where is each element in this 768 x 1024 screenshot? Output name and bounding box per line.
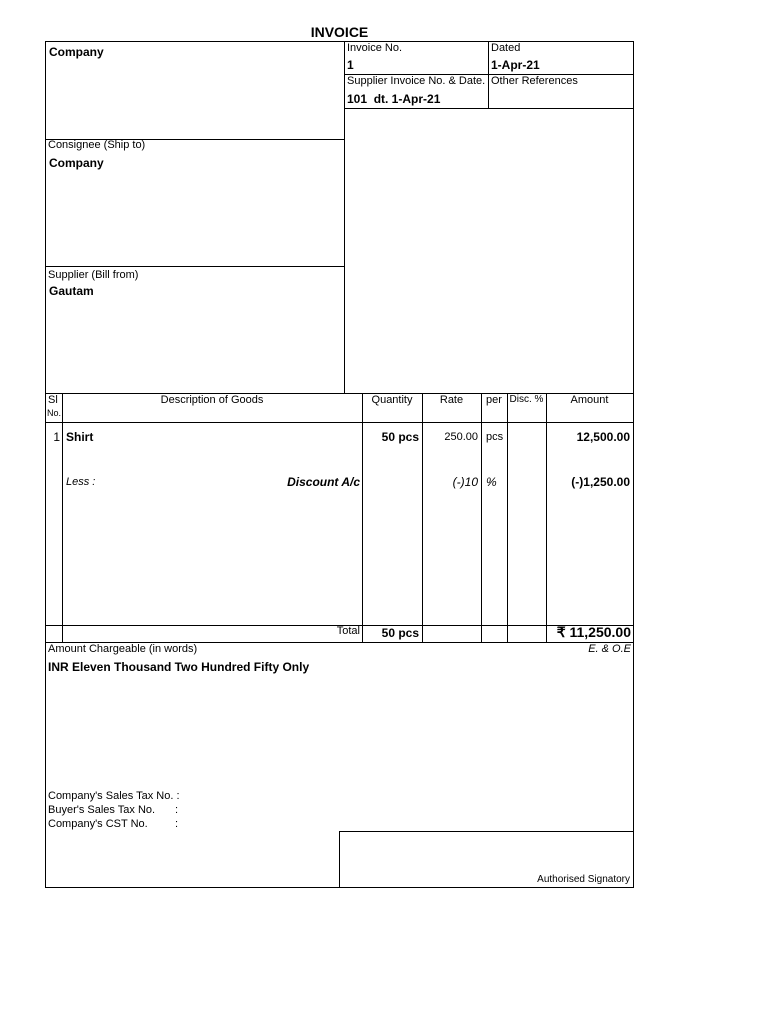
header-divider	[344, 41, 345, 393]
item-description: Shirt	[66, 430, 94, 444]
buyer-sales-tax-colon: :	[175, 804, 179, 816]
header-si: Sl	[48, 394, 58, 406]
col-line-si	[62, 393, 63, 642]
supplier-invoice-value: 101 dt. 1-Apr-21	[347, 92, 441, 106]
meta-bottom-line	[344, 108, 634, 109]
header-description: Description of Goods	[160, 394, 264, 406]
col-line-rate	[481, 393, 482, 642]
total-label: Total	[336, 625, 360, 637]
header-quantity: Quantity	[371, 394, 413, 406]
company-cst-colon: :	[175, 818, 179, 830]
consignee-name: Company	[49, 156, 104, 170]
buyer-sales-tax-label: Buyer's Sales Tax No.	[48, 804, 156, 816]
total-quantity: 50 pcs	[381, 626, 419, 640]
invoice-no-value: 1	[347, 58, 354, 72]
consignee-separator	[45, 266, 344, 267]
eoe-note: E. & O.E	[588, 643, 631, 655]
header-amount: Amount	[570, 394, 609, 406]
total-amount: ₹ 11,250.00	[556, 624, 631, 640]
amount-in-words: INR Eleven Thousand Two Hundred Fifty Only	[48, 660, 310, 674]
item-rate: 250.00	[444, 431, 478, 443]
less-ledger: Discount A/c	[287, 475, 360, 489]
less-label: Less :	[66, 476, 96, 488]
supplier-name: Gautam	[49, 284, 94, 298]
header-no: No.	[47, 408, 62, 418]
less-per: %	[486, 475, 497, 489]
item-si: 1	[53, 430, 60, 444]
consignee-label: Consignee (Ship to)	[48, 139, 146, 151]
supplier-label: Supplier (Bill from)	[48, 269, 139, 281]
header-disc: Disc. %	[509, 394, 544, 405]
less-rate: (-)10	[452, 475, 478, 489]
item-amount: 12,500.00	[576, 430, 630, 444]
invoice-no-label: Invoice No.	[347, 42, 403, 54]
company-name: Company	[49, 45, 104, 59]
header-rate: Rate	[439, 394, 464, 406]
dated-label: Dated	[491, 42, 521, 54]
other-references-label: Other References	[491, 75, 578, 87]
header-per: per	[486, 394, 502, 406]
words-label: Amount Chargeable (in words)	[48, 643, 198, 655]
less-amount: (-)1,250.00	[571, 475, 630, 489]
company-cst-label: Company's CST No.	[48, 818, 148, 830]
item-per: pcs	[486, 431, 504, 443]
authorised-signatory: Authorised Signatory	[537, 874, 630, 885]
dated-value: 1-Apr-21	[491, 58, 540, 72]
supplier-invoice-label: Supplier Invoice No. & Date.	[347, 75, 486, 87]
col-line-per	[507, 393, 508, 642]
invoice-title: INVOICE	[310, 24, 369, 40]
company-sales-tax-label: Company's Sales Tax No. :	[48, 790, 180, 802]
item-quantity: 50 pcs	[381, 430, 419, 444]
